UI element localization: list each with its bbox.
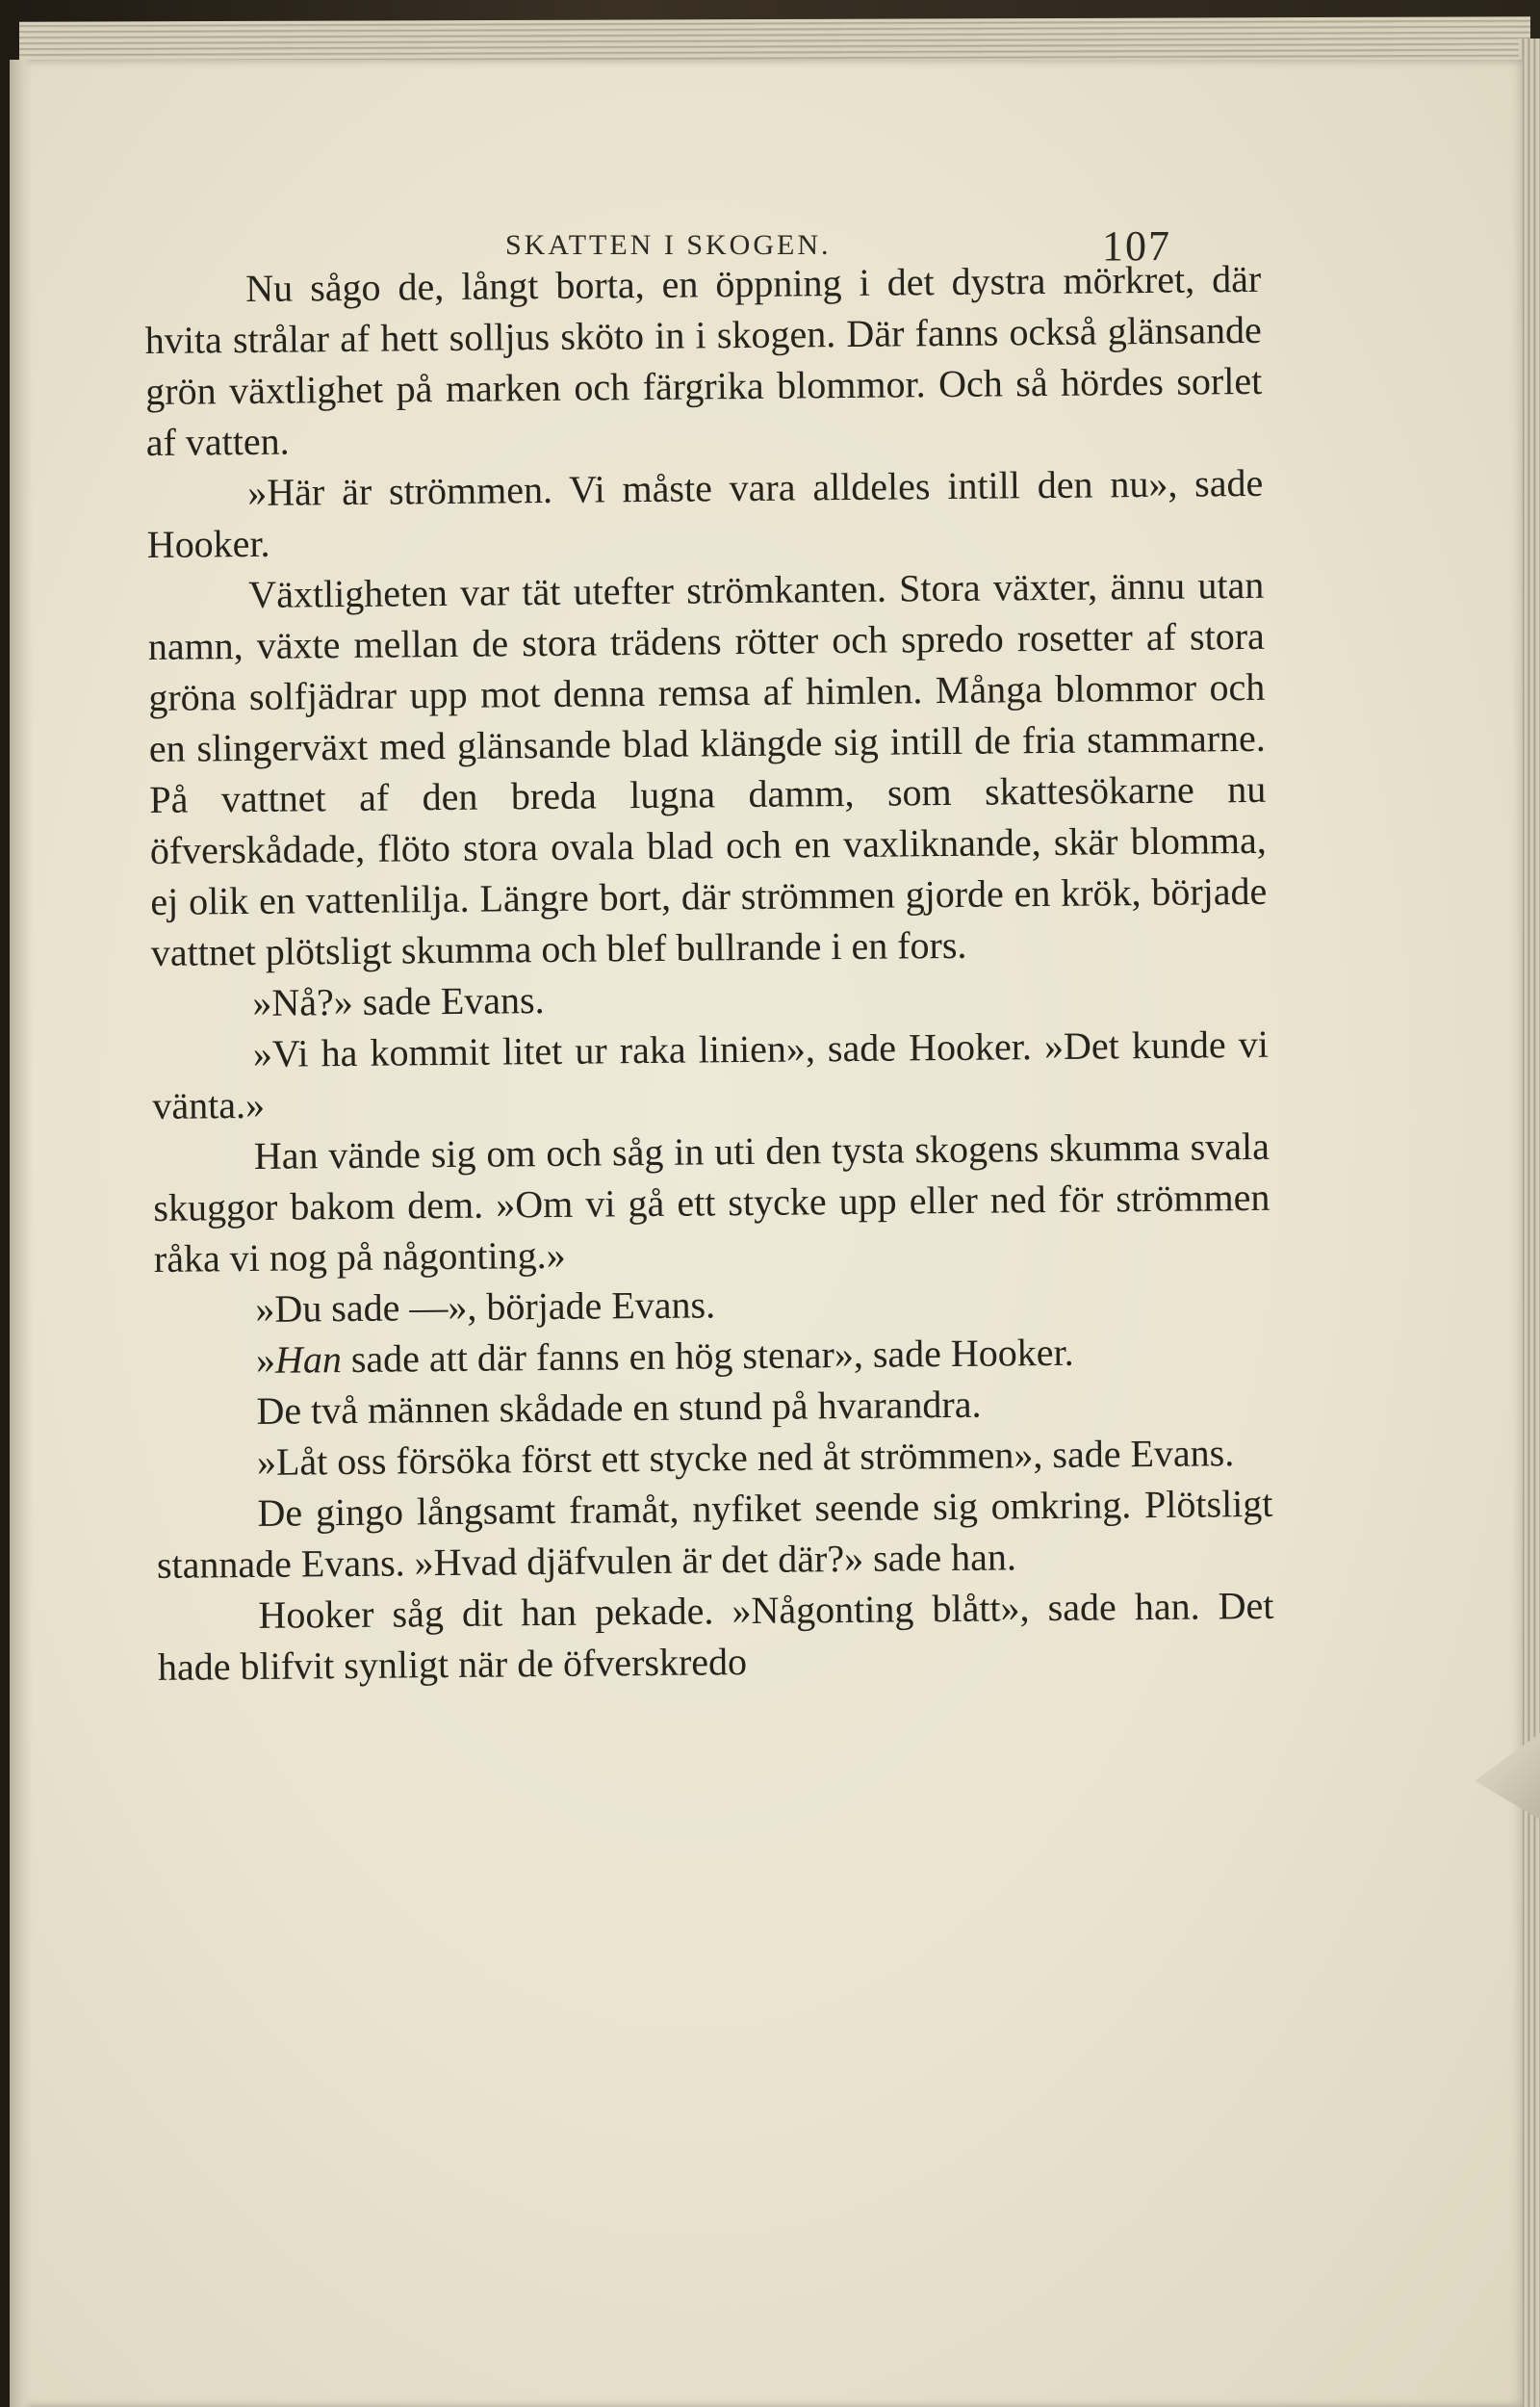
- paragraph-5: »Vi ha kommit litet ur raka linien», sade Hooker. »Det kunde vi vänta.»: [152, 1022, 1270, 1127]
- italic-word: Han: [274, 1337, 343, 1382]
- page-gutter: [10, 60, 33, 2407]
- quote-mark: »: [255, 1337, 276, 1382]
- paragraph-1: Nu sågo de, långt borta, en öppning i det dystra mörkret, där hvita strålar af hett solljus sköto in i skogen. Där fanns också glänsande grön växtlighet på marken och färgrika blommor. Och så hördes sorlet af vatten.: [144, 256, 1263, 464]
- paragraph-10: »Låt oss försöka först ett stycke ned åt strömmen», sade Evans.: [256, 1431, 1235, 1484]
- paragraph-12: Hooker såg dit han pekade. »Någonting blått», sade han. Det hade blifvit synligt när de öfverskredo: [157, 1583, 1274, 1689]
- paragraph-7: »Du sade —», började Evans.: [255, 1282, 716, 1331]
- paragraph-11: De gingo långsamt framåt, nyfiket seende sig omkring. Plötsligt stannade Evans. »Hvad djäfvulen är det där?» sade han.: [156, 1481, 1273, 1587]
- paragraph-2: »Här är strömmen. Vi måste vara alldeles intill den nu», sade Hooker.: [146, 460, 1264, 566]
- page-header: [10, 166, 1523, 270]
- running-head: SKATTEN I SKOGEN.: [505, 229, 832, 261]
- paragraph-8-rest: sade att där fanns en hög stenar», sade Hooker.: [350, 1330, 1074, 1381]
- paragraph-3: Växtligheten var tät utefter strömkanten. Stora växter, ännu utan namn, växte mellan de stora trädens rötter och spredo rosetter af stora gröna solfjädrar upp mot denna remsa af himlen. Många blommor och en slingerväxt med glänsande blad klängde sig intill de fria stammarne. På vattnet af den breda lugna damm, som skattesökarne nu öfverskådade, flöto stora ovala blad och en vaxliknande, skär blomma, ej olik en vattenlilja. Längre bort, där strömmen gjorde en krök, började vattnet plötsligt skumma och blef bullrande i en fors.: [147, 562, 1268, 974]
- book-page: [10, 60, 1523, 2407]
- paragraph-4: »Nå?» sade Evans.: [252, 978, 545, 1024]
- body-text: [144, 253, 1274, 1693]
- paragraph-9: De två männen skådade en stund på hvarandra.: [256, 1382, 982, 1433]
- page-number: 107: [1102, 222, 1171, 270]
- paragraph-6: Han vände sig om och såg in uti den tysta skogens skumma svala skuggor bakom dem. »Om vi gå ett stycke upp eller ned för strömmen råka vi nog på någonting.»: [153, 1124, 1270, 1281]
